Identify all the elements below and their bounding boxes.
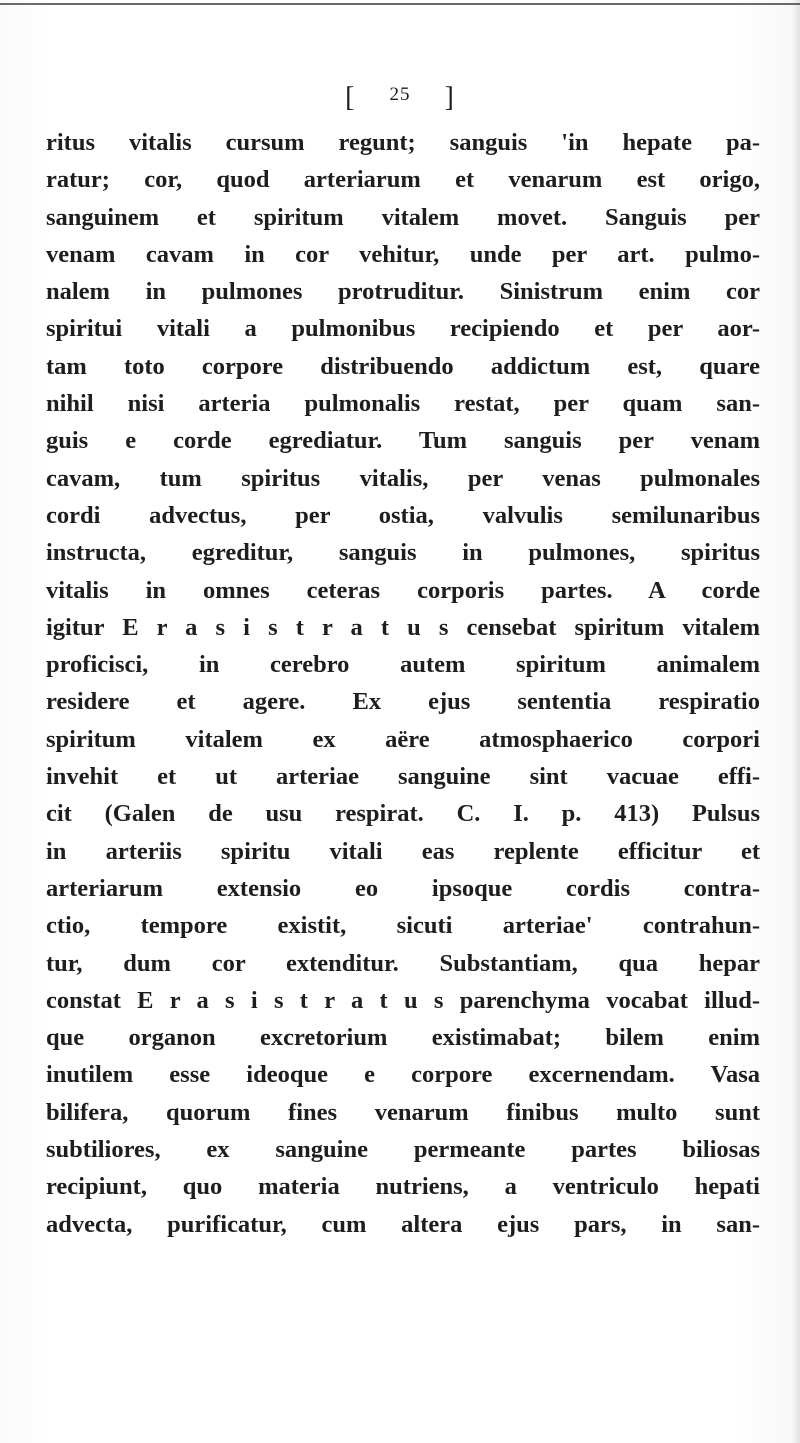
text-line: cit (Galen de usu respirat. C. I. p. 413) Pulsus: [46, 800, 760, 828]
text-line: instructa, egreditur, sanguis in pulmones, spiritus: [46, 539, 760, 567]
page-number: 25: [389, 84, 411, 105]
text-line: advecta, purificatur, cum altera ejus pars, in san-: [46, 1210, 760, 1238]
text-line: inutilem esse ideoque e corpore excernendam. Vasa: [46, 1061, 760, 1089]
text-line: venam cavam in cor vehitur, unde per art. pulmo-: [46, 240, 760, 268]
text-line: igitur E r a s i s t r a t u s censebat spiritum vitalem: [46, 613, 760, 641]
text-line: tam toto corpore distribuendo addictum est, quare: [46, 352, 760, 380]
text-line: cavam, tum spiritus vitalis, per venas pulmonales: [46, 464, 760, 492]
body-text: [46, 124, 760, 1243]
text-line: ritus vitalis cursum regunt; sanguis 'in hepate pa-: [46, 129, 760, 156]
text-line: proficisci, in cerebro autem spiritum animalem: [46, 651, 760, 679]
text-line: in arteriis spiritu vitali eas replente efficitur et: [46, 837, 760, 865]
text-line: bilifera, quorum fines venarum finibus multo sunt: [46, 1098, 760, 1126]
text-line: cordi advectus, per ostia, valvulis semilunaribus: [46, 501, 760, 529]
text-line: recipiunt, quo materia nutriens, a ventriculo hepati: [46, 1173, 760, 1201]
text-line: vitalis in omnes ceteras corporis partes. A corde: [46, 576, 760, 604]
text-line: spiritui vitali a pulmonibus recipiendo et per aor-: [46, 315, 760, 343]
text-line: ctio, tempore existit, sicuti arteriae' contrahun-: [46, 912, 760, 940]
text-line: guis e corde egrediatur. Tum sanguis per venam: [46, 427, 760, 455]
text-line: tur, dum cor extenditur. Substantiam, qua hepar: [46, 949, 760, 977]
text-line: ratur; cor, quod arteriarum et venarum est origo,: [46, 166, 760, 194]
text-line: sanguinem et spiritum vitalem movet. Sanguis per: [46, 203, 760, 231]
text-line: nihil nisi arteria pulmonalis restat, per quam san-: [46, 390, 760, 418]
text-line: invehit et ut arteriae sanguine sint vacuae effi-: [46, 763, 760, 791]
header-right-bracket: ]: [444, 82, 455, 113]
page-gutter-shadow: [792, 0, 800, 1443]
text-line: nalem in pulmones protruditur. Sinistrum enim cor: [46, 278, 760, 306]
text-line: subtiliores, ex sanguine permeante partes biliosas: [46, 1136, 760, 1164]
text-line: que organon excretorium existimabat; bilem enim: [46, 1024, 760, 1052]
text-line: residere et agere. Ex ejus sententia respiratio: [46, 688, 760, 716]
text-line: constat E r a s i s t r a t u s parenchyma vocabat illud-: [46, 986, 760, 1014]
page-header: [0, 82, 800, 114]
page-top-edge: [0, 3, 800, 5]
header-left-bracket: [: [345, 82, 356, 113]
text-line: arteriarum extensio eo ipsoque cordis contra-: [46, 874, 760, 902]
text-line: spiritum vitalem ex aëre atmosphaerico corpori: [46, 725, 760, 753]
